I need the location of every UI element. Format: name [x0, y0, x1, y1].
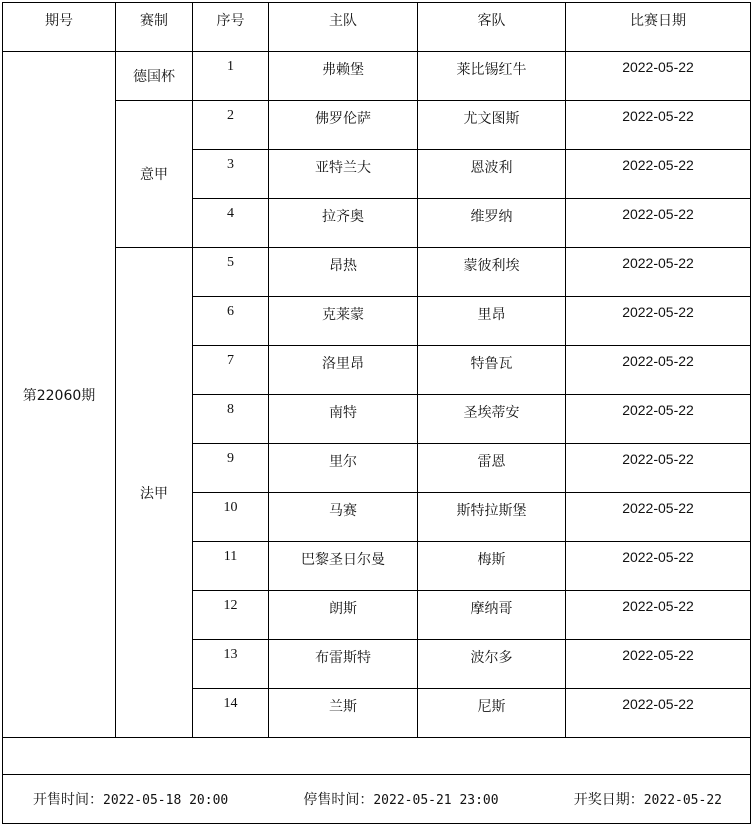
seq-cell: 11 [193, 542, 269, 591]
home-cell: 佛罗伦萨 [269, 101, 418, 150]
away-cell: 雷恩 [418, 444, 566, 493]
home-cell: 马赛 [269, 493, 418, 542]
home-cell: 里尔 [269, 444, 418, 493]
date-cell: 2022-05-22 [566, 591, 751, 640]
away-cell: 圣埃蒂安 [418, 395, 566, 444]
away-cell: 维罗纳 [418, 199, 566, 248]
home-cell: 克莱蒙 [269, 297, 418, 346]
date-cell: 2022-05-22 [566, 689, 751, 738]
home-cell: 巴黎圣日尔曼 [269, 542, 418, 591]
sale-stop-value: 2022-05-21 23:00 [373, 793, 499, 808]
date-cell: 2022-05-22 [566, 444, 751, 493]
seq-cell: 3 [193, 150, 269, 199]
home-cell: 拉齐奥 [269, 199, 418, 248]
home-cell: 布雷斯特 [269, 640, 418, 689]
away-cell: 蒙彼利埃 [418, 248, 566, 297]
away-cell: 波尔多 [418, 640, 566, 689]
away-cell: 斯特拉斯堡 [418, 493, 566, 542]
date-cell: 2022-05-22 [566, 640, 751, 689]
sale-start-label: 开售时间： [33, 792, 103, 808]
header-league: 赛制 [116, 3, 193, 52]
away-cell: 尤文图斯 [418, 101, 566, 150]
home-cell: 朗斯 [269, 591, 418, 640]
seq-cell: 2 [193, 101, 269, 150]
header-date: 比赛日期 [566, 3, 751, 52]
date-cell: 2022-05-22 [566, 199, 751, 248]
sale-start [33, 789, 228, 809]
schedule-table [2, 2, 751, 824]
date-cell: 2022-05-22 [566, 542, 751, 591]
seq-cell: 7 [193, 346, 269, 395]
home-cell: 南特 [269, 395, 418, 444]
header-seq: 序号 [193, 3, 269, 52]
seq-cell: 12 [193, 591, 269, 640]
date-cell: 2022-05-22 [566, 101, 751, 150]
draw-date-label: 开奖日期： [573, 792, 644, 808]
footer-row [3, 775, 751, 824]
sale-start-value: 2022-05-18 20:00 [103, 793, 229, 808]
away-cell: 梅斯 [418, 542, 566, 591]
league-cell: 意甲 [116, 101, 193, 248]
home-cell: 洛里昂 [269, 346, 418, 395]
seq-cell: 5 [193, 248, 269, 297]
date-cell: 2022-05-22 [566, 493, 751, 542]
home-cell: 亚特兰大 [269, 150, 418, 199]
seq-cell: 9 [193, 444, 269, 493]
seq-cell: 6 [193, 297, 269, 346]
period-cell: 第22060期 [3, 52, 116, 738]
date-cell: 2022-05-22 [566, 346, 751, 395]
away-cell: 里昂 [418, 297, 566, 346]
seq-cell: 10 [193, 493, 269, 542]
away-cell: 尼斯 [418, 689, 566, 738]
league-cell: 法甲 [116, 248, 193, 738]
draw-date [574, 789, 722, 809]
seq-cell: 1 [193, 52, 269, 101]
date-cell: 2022-05-22 [566, 248, 751, 297]
date-cell: 2022-05-22 [566, 297, 751, 346]
draw-date-value: 2022-05-22 [643, 793, 722, 808]
home-cell: 弗赖堡 [269, 52, 418, 101]
home-cell: 兰斯 [269, 689, 418, 738]
sale-stop [303, 789, 498, 809]
table-row [3, 101, 751, 150]
table-row [3, 248, 751, 297]
header-row [3, 3, 751, 52]
away-cell: 恩波利 [418, 150, 566, 199]
footer-cell [3, 775, 751, 824]
league-cell: 德国杯 [116, 52, 193, 101]
date-cell: 2022-05-22 [566, 150, 751, 199]
home-cell: 昂热 [269, 248, 418, 297]
header-period: 期号 [3, 3, 116, 52]
sale-stop-label: 停售时间： [303, 792, 374, 808]
seq-cell: 4 [193, 199, 269, 248]
header-home: 主队 [269, 3, 418, 52]
away-cell: 摩纳哥 [418, 591, 566, 640]
seq-cell: 13 [193, 640, 269, 689]
header-away: 客队 [418, 3, 566, 52]
seq-cell: 8 [193, 395, 269, 444]
blank-row [3, 738, 751, 775]
seq-cell: 14 [193, 689, 269, 738]
table-row [3, 52, 751, 101]
away-cell: 莱比锡红牛 [418, 52, 566, 101]
date-cell: 2022-05-22 [566, 395, 751, 444]
date-cell: 2022-05-22 [566, 52, 751, 101]
blank-cell [3, 738, 751, 775]
away-cell: 特鲁瓦 [418, 346, 566, 395]
